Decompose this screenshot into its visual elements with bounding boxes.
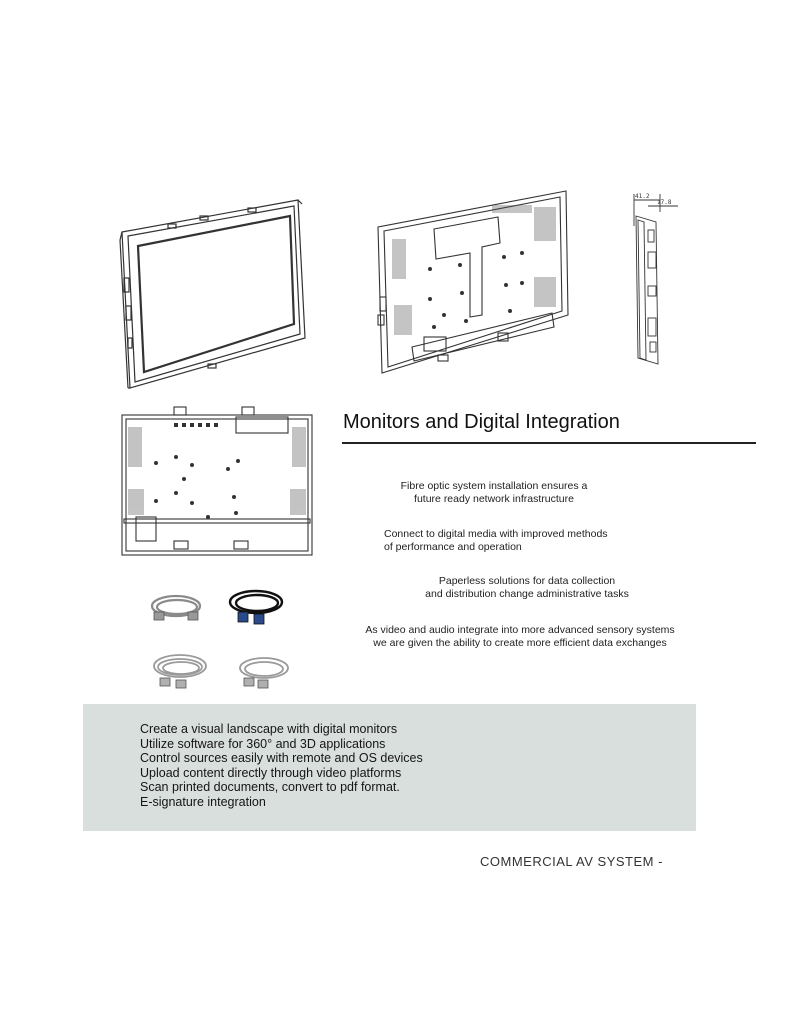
depth-total-label: 41.2 xyxy=(635,193,650,200)
list-item: Utilize software for 360° and 3D applications xyxy=(140,736,386,751)
list-item: Create a visual landscape with digital monitors xyxy=(140,722,398,736)
feature-line: Paperless solutions for data collection xyxy=(438,575,616,587)
capabilities-list xyxy=(140,722,423,810)
monitor-front-view-drawing xyxy=(108,188,308,398)
page-title: Monitors and Digital Integration xyxy=(343,411,620,433)
list-item: Control sources easily with remote and OS devices xyxy=(140,751,423,766)
feature-line: Fibre optic system installation ensures a xyxy=(400,480,588,492)
list-item: Upload content directly through video platforms xyxy=(140,765,402,780)
title-divider xyxy=(342,442,756,444)
monitor-side-profile-drawing xyxy=(626,186,686,376)
feature-line: future ready network infrastructure xyxy=(414,493,574,505)
feature-fibre-optic xyxy=(394,480,594,506)
feature-av-integration xyxy=(355,624,685,650)
list-item: Scan printed documents, convert to pdf format. xyxy=(140,780,400,795)
monitor-rear-flat-drawing xyxy=(118,405,318,560)
feature-line: of performance and operation xyxy=(384,541,522,553)
feature-digital-media xyxy=(384,528,608,554)
feature-line: and distribution change administrative tasks xyxy=(425,588,629,600)
feature-line: As video and audio integrate into more advanced sensory systems xyxy=(365,624,675,636)
usb-cable-icon xyxy=(150,650,212,692)
list-item: E-signature integration xyxy=(140,794,266,809)
video-cable-icon xyxy=(226,586,288,628)
feature-line: Connect to digital media with improved methods xyxy=(384,528,608,540)
capabilities-panel xyxy=(83,704,696,831)
monitor-rear-view-drawing xyxy=(372,187,572,379)
power-cable-icon xyxy=(232,652,294,692)
vga-cable-icon xyxy=(148,588,208,628)
footer-label: COMMERCIAL AV SYSTEM - xyxy=(480,854,663,869)
feature-paperless xyxy=(416,575,638,601)
feature-line: we are given the ability to create more efficient data exchanges xyxy=(373,637,667,649)
depth-front-label: 17.8 xyxy=(657,199,672,206)
